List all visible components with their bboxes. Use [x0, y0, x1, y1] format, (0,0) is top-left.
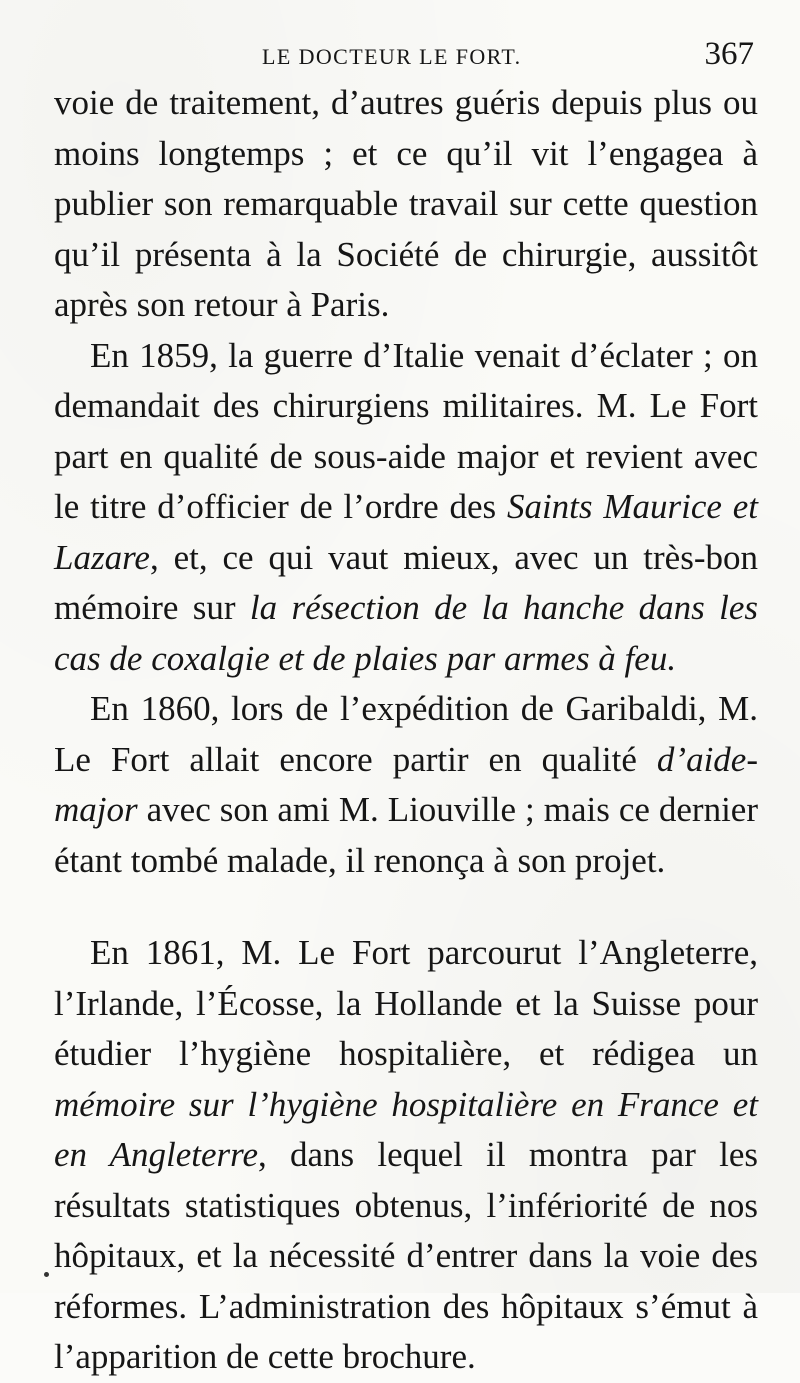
body-text [54, 78, 758, 1383]
paragraph-3 [54, 684, 758, 886]
paragraph-4 [54, 928, 758, 1383]
paragraph-4-text-a: En 1861, M. Le Fort parcourut l’Angleterre, l’Irlande, l’Écosse, la Hollande et la Suisse pour étudier l’hygiène hospitalière, et rédigea un [54, 933, 758, 1073]
section-gap [54, 886, 758, 928]
running-head: LE DOCTEUR LE FORT. [262, 44, 522, 69]
paragraph-3-text-c: avec son ami M. Liouville ; mais ce dernier étant tombé malade, il renonça à son projet. [54, 790, 758, 880]
paragraph-2-text-c: , et, ce qui vaut mieux, avec un très-bon mémoire sur [54, 537, 758, 627]
paragraph-1-text: voie de traitement, d’autres guéris depuis plus ou moins longtemps ; et ce qu’il vit l’engagea à publier son remarquable travail sur cette question qu’il présenta à la Société de chirurgie, aussitôt après son retour à Paris. [54, 83, 758, 324]
page-number: 367 [704, 36, 754, 72]
paragraph-2-italic-order: Saints Maurice et Lazare [54, 487, 758, 577]
paragraph-3-italic-rank: d’aide-major [54, 739, 758, 829]
paragraph-2-text-a: En 1859, la guerre d’Italie venait d’éclater ; on demandait des chirurgiens militaires. M. Le Fort part en qualité de sous-aide major et revient avec le titre d’officier de l’ordre des [54, 335, 758, 526]
ink-speck [44, 1272, 49, 1277]
paragraph-3-text-a: En 1860, lors de l’expédition de Garibaldi, M. Le Fort allait encore partir en qualité [54, 689, 758, 779]
page-header [0, 36, 800, 80]
paragraph-4-text-c: , dans lequel il montra par les résultats statistiques obtenus, l’infériorité de nos hôpitaux, et la nécessité d’entrer dans la voie des réformes. L’administration des hôpitaux s’émut à l’apparition de cette brochure. [54, 1135, 758, 1376]
paragraph-2-italic-memoir-title: la résection de la hanche dans les cas de coxalgie et de plaies par armes à feu. [54, 588, 758, 678]
paragraph-2 [54, 331, 758, 685]
paragraph-4-italic-memoir-title: mémoire sur l’hygiène hospitalière en France et en Angleterre [54, 1084, 758, 1174]
paragraph-1 [54, 78, 758, 331]
